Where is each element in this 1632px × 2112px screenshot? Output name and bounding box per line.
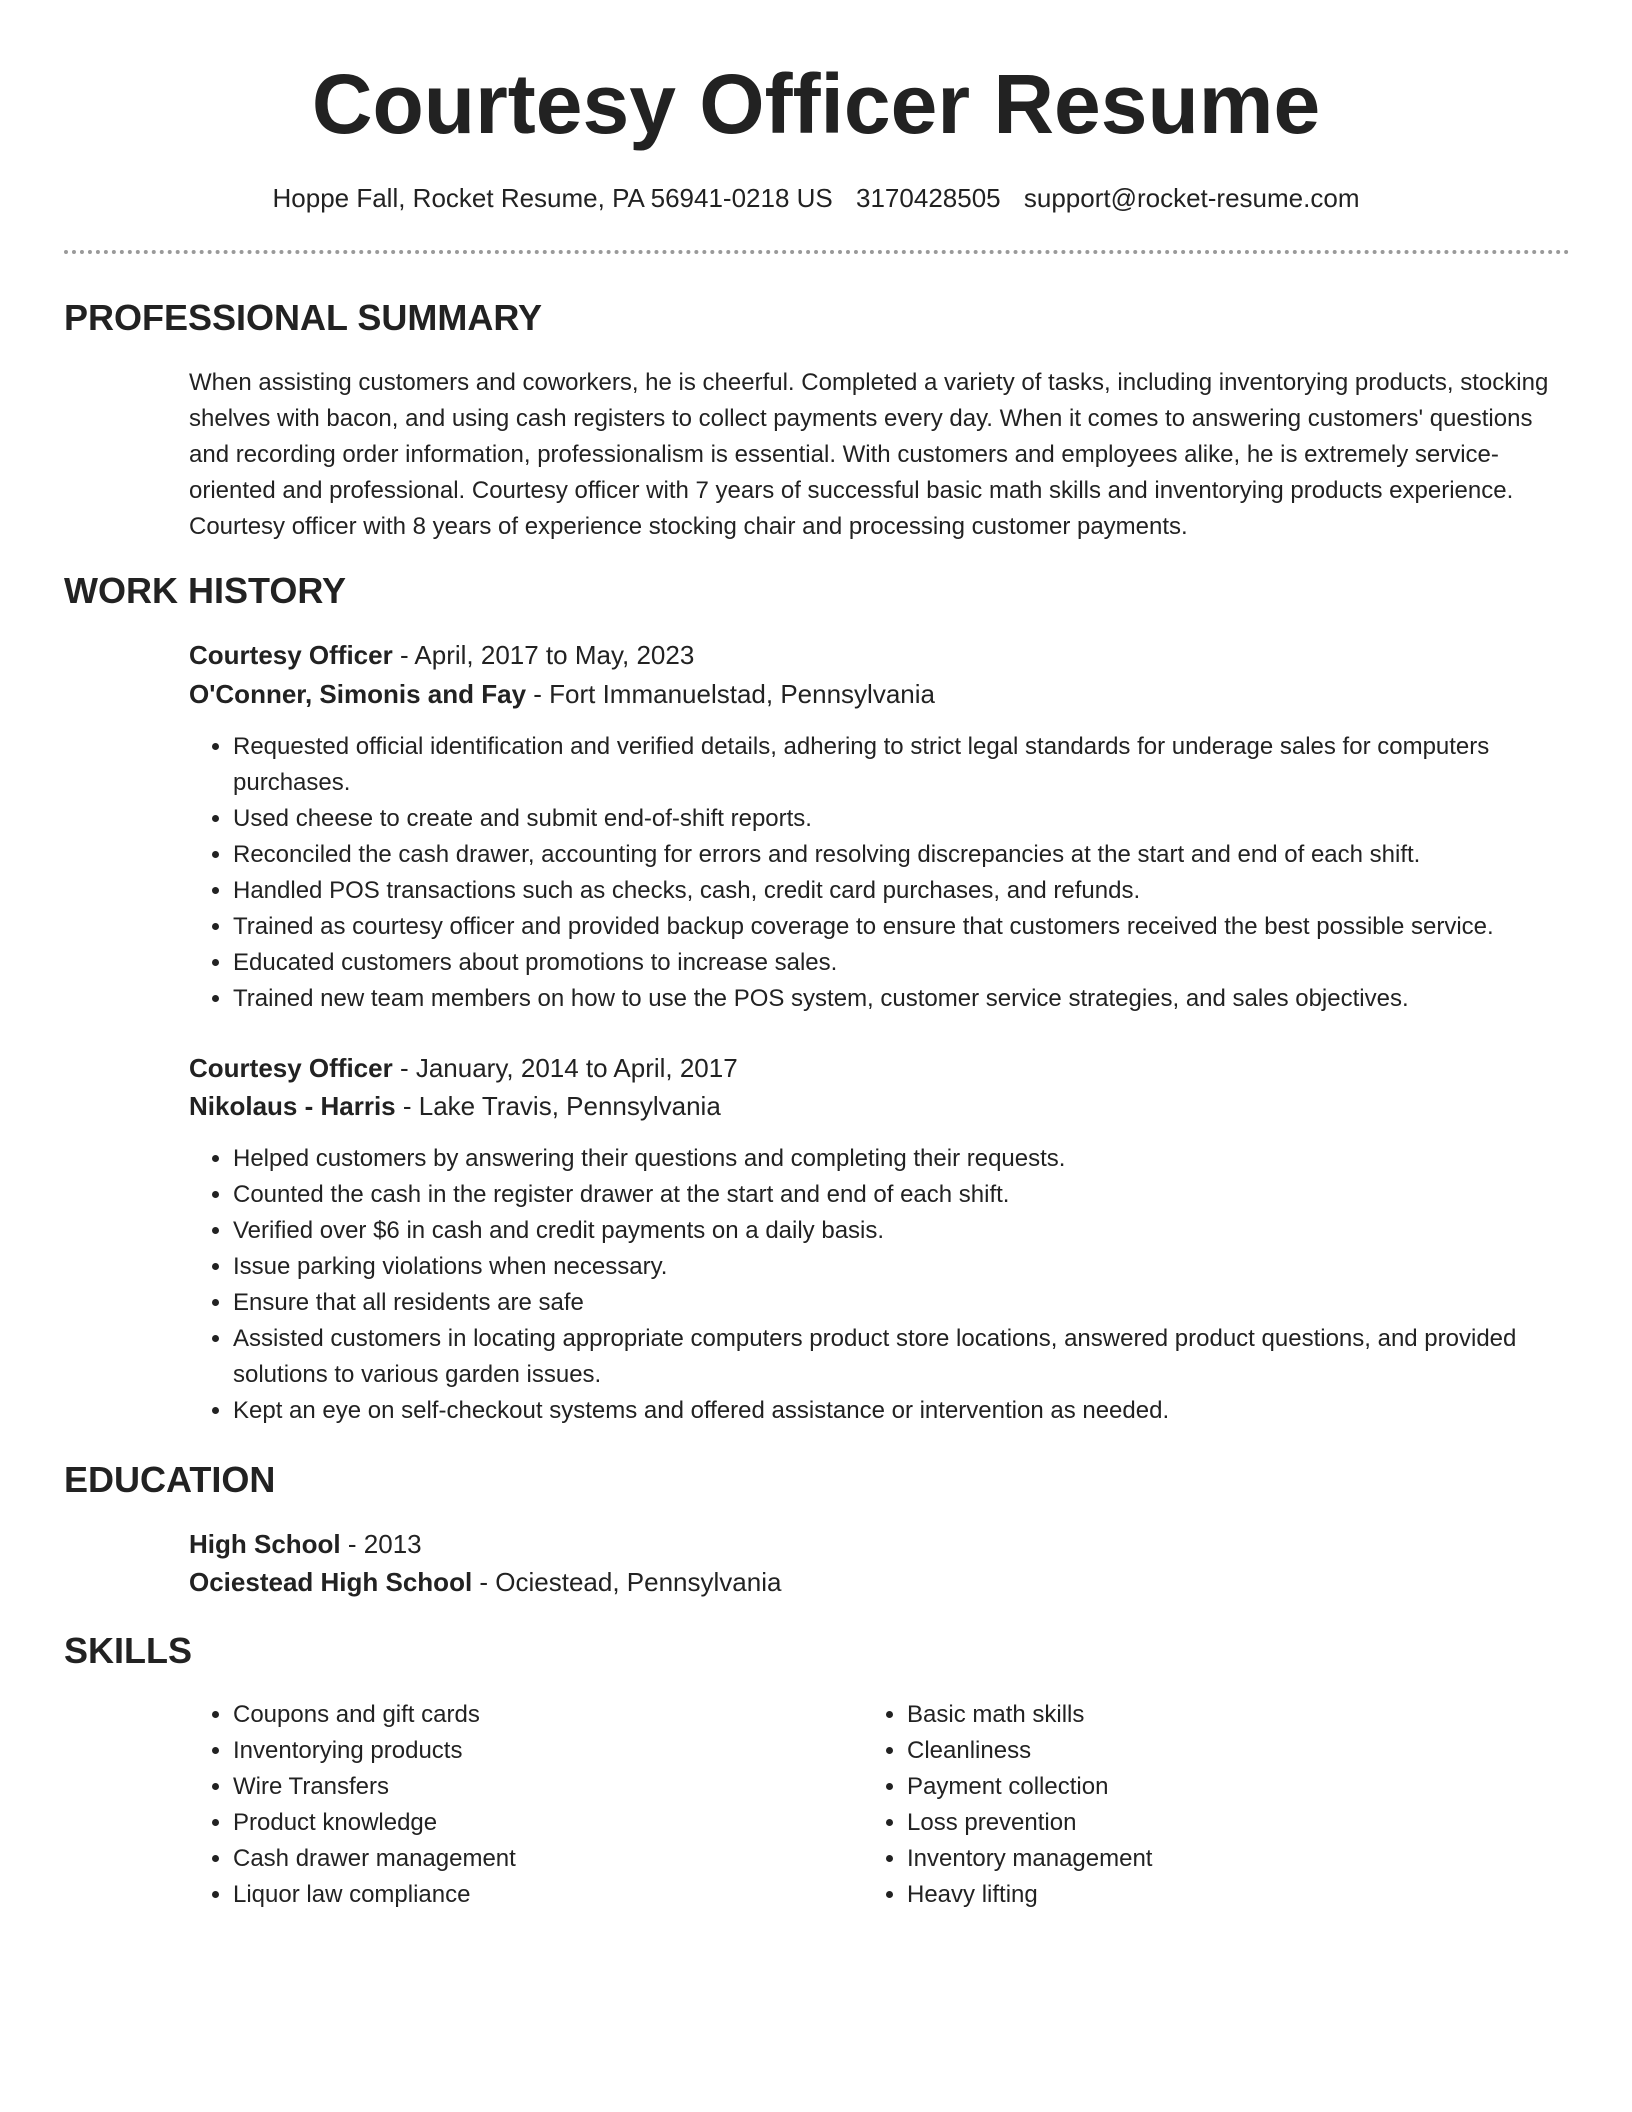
job-title-line — [189, 637, 694, 673]
job-dates: - January, 2014 to April, 2017 — [392, 1053, 738, 1083]
skill-item: • Heavy lifting — [907, 1877, 1463, 1913]
job-bullet: • Verified over $6 in cash and credit payments on a daily basis. — [233, 1213, 1574, 1249]
education-heading: EDUCATION — [64, 1459, 276, 1500]
contact-phone: 3170428505 — [856, 183, 1001, 213]
education-degree: High School — [189, 1529, 341, 1559]
skill-item: • Inventorying products — [233, 1733, 789, 1769]
job-bullet: • Issue parking violations when necessary. — [233, 1249, 1574, 1285]
education-degree-line — [189, 1526, 422, 1562]
job-bullet: • Trained new team members on how to use the POS system, customer service strategies, and sales objectives. — [233, 981, 1574, 1017]
education-year: - 2013 — [340, 1529, 422, 1559]
job-bullet: • Ensure that all residents are safe — [233, 1285, 1574, 1321]
contact-email: support@rocket-resume.com — [1023, 183, 1360, 213]
summary-heading: PROFESSIONAL SUMMARY — [64, 297, 543, 338]
skill-item: • Loss prevention — [907, 1805, 1463, 1841]
contact-line — [0, 180, 1632, 216]
skill-item: • Basic math skills — [907, 1697, 1463, 1733]
education-location: - Ociestead, Pennsylvania — [472, 1567, 782, 1597]
education-school-line — [189, 1564, 781, 1600]
job-bullets — [189, 729, 1574, 1017]
job-bullet: • Used cheese to create and submit end-of-shift reports. — [233, 801, 1574, 837]
job-bullet: • Counted the cash in the register drawer at the start and end of each shift. — [233, 1177, 1574, 1213]
skill-item: • Cash drawer management — [233, 1841, 789, 1877]
skill-item: • Cleanliness — [907, 1733, 1463, 1769]
job-dates: - April, 2017 to May, 2023 — [392, 640, 695, 670]
job-bullet: • Reconciled the cash drawer, accounting for errors and resolving discrepancies at the start and end of each shift. — [233, 837, 1574, 873]
job-bullet: • Educated customers about promotions to increase sales. — [233, 945, 1574, 981]
job-bullet: • Helped customers by answering their questions and completing their requests. — [233, 1141, 1574, 1177]
skill-item: • Product knowledge — [233, 1805, 789, 1841]
skills-list-left — [189, 1697, 789, 1913]
job-bullets — [189, 1141, 1574, 1429]
skill-item: • Liquor law compliance — [233, 1877, 789, 1913]
skills-heading: SKILLS — [64, 1630, 193, 1671]
skills-list-right — [863, 1697, 1463, 1913]
job-company: Nikolaus - Harris — [189, 1091, 396, 1121]
job-bullet: • Kept an eye on self-checkout systems and offered assistance or intervention as needed. — [233, 1393, 1574, 1429]
contact-address: Hoppe Fall, Rocket Resume, PA 56941-0218 US — [272, 183, 833, 213]
skill-item: • Coupons and gift cards — [233, 1697, 789, 1733]
job-company: O'Conner, Simonis and Fay — [189, 679, 527, 709]
job-bullet: • Trained as courtesy officer and provided backup coverage to ensure that customers received the best possible service. — [233, 909, 1574, 945]
skill-item: • Inventory management — [907, 1841, 1463, 1877]
job-location: - Lake Travis, Pennsylvania — [395, 1091, 721, 1121]
skill-item: • Wire Transfers — [233, 1769, 789, 1805]
work-history-heading: WORK HISTORY — [64, 570, 347, 611]
job-title: Courtesy Officer — [189, 1053, 393, 1083]
job-bullet: • Handled POS transactions such as checks, cash, credit card purchases, and refunds. — [233, 873, 1574, 909]
job-company-line — [189, 1088, 721, 1124]
job-title: Courtesy Officer — [189, 640, 393, 670]
job-company-line — [189, 676, 935, 712]
skill-item: • Payment collection — [907, 1769, 1463, 1805]
job-bullet: • Assisted customers in locating appropriate computers product store locations, answered product questions, and provided solutions to various garden issues. — [233, 1321, 1574, 1393]
job-location: - Fort Immanuelstad, Pennsylvania — [526, 679, 935, 709]
header-divider — [64, 250, 1570, 254]
job-bullet: • Requested official identification and verified details, adhering to strict legal standards for underage sales for computers purchases. — [233, 729, 1574, 801]
job-title-line — [189, 1050, 738, 1086]
education-school: Ociestead High School — [189, 1567, 473, 1597]
resume-title: Courtesy Officer Resume — [311, 57, 1321, 151]
summary-text: When assisting customers and coworkers, he is cheerful. Completed a variety of tasks, including inventorying products, stocking shelves with bacon, and using cash registers to collect payments every day. When it comes to answering customers' questions and recording order information, professionalism is essential. With customers and employees alike, he is extremely service-oriented and professional. Courtesy officer with 7 years of successful basic math skills and inventorying products experience. Courtesy officer with 8 years of experience stocking chair and processing customer payments. — [189, 369, 1549, 540]
